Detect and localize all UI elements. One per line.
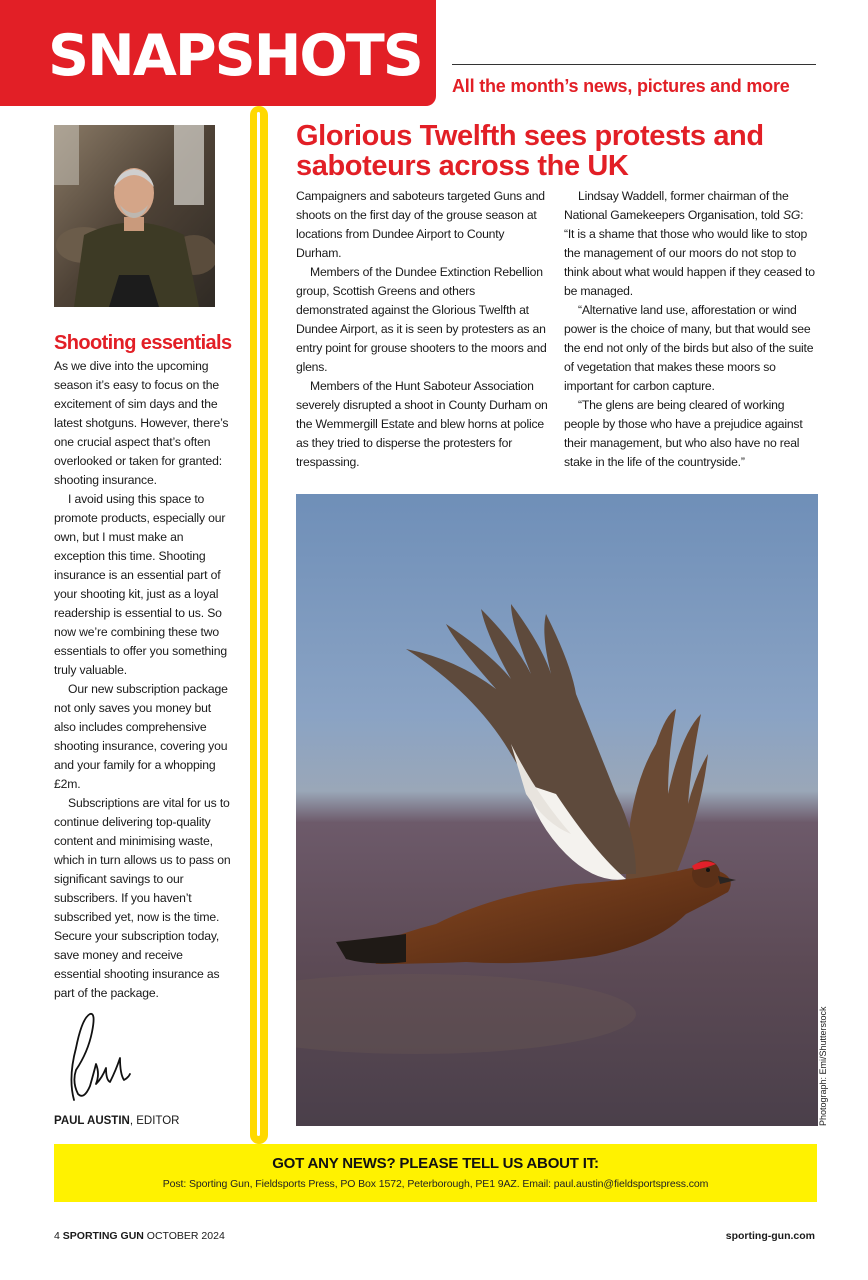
editor-photo <box>54 125 215 307</box>
editor-signature <box>62 1008 142 1108</box>
magazine-name: SPORTING GUN <box>62 1230 144 1242</box>
quote-text: : “It is a shame that those who would like to stop the management of our moors do not stop to think about what would happen if they ceased to be managed. <box>564 208 815 298</box>
website-url: sporting-gun.com <box>725 1230 815 1242</box>
news-banner-title: GOT ANY NEWS? PLEASE TELL US ABOUT IT: <box>272 1155 599 1172</box>
article-column-2 <box>564 187 816 472</box>
paragraph <box>564 187 816 301</box>
paragraph: I avoid using this space to promote products, especially our own, but I must make an exception this time. Shooting insurance is an essential part of your shooting kit, just as a loyal readership is essential to us. So now we’re combining these two essentials to offer you something truly valuable. <box>54 492 228 677</box>
news-banner-contact: Post: Sporting Gun, Fieldsports Press, PO Box 1572, Peterborough, PE1 9AZ. Email: paul.austin@fieldsportspress.com <box>162 1178 709 1190</box>
paragraph: Our new subscription package not only saves you money but also includes comprehensive shooting insurance, covering you and your family for a whopping £2m. <box>54 682 228 791</box>
sidebar-heading: Shooting essentials <box>54 332 232 354</box>
section-tagline: All the month’s news, pictures and more <box>452 76 790 96</box>
news-banner <box>54 1144 817 1202</box>
page-number: 4 <box>54 1230 60 1242</box>
issue-date: OCTOBER 2024 <box>146 1230 225 1242</box>
paragraph: Campaigners and saboteurs targeted Guns and shoots on the first day of the grouse season at locations from Dundee Airport to County Durham. <box>296 189 545 260</box>
paragraph: “The glens are being cleared of working people by those who have a prejudice against their management, but who also have no real stake in the life of the countryside.” <box>564 398 803 469</box>
paragraph: Subscriptions are vital for us to continue delivering top-quality content and minimising waste, which in turn allows us to pass on significant savings to our subscribers. If you haven’t subscribed yet, now is the time. Secure your subscription today, save money and receive essential shooting insurance as part of the package. <box>54 796 231 1000</box>
photo-credit: Photograph: Emi/Shutterstock <box>818 1006 828 1126</box>
section-title: SNAPSHOTS <box>48 23 422 89</box>
quote-intro: Lindsay Waddell, former chairman of the National Gamekeepers Organisation, told <box>564 189 789 222</box>
editor-role: , EDITOR <box>129 1115 180 1127</box>
article-headline: Glorious Twelfth sees protests and saboteurs across the UK <box>296 120 764 182</box>
grouse-photo <box>296 494 818 1126</box>
paragraph: “Alternative land use, afforestation or wind power is the choice of many, but that would see the end not only of the birds but also of the suite of vegetation that makes these moors so important for carbon capture. <box>564 303 814 393</box>
editor-credit <box>54 1115 179 1127</box>
editor-column-text <box>54 357 232 1003</box>
paragraph: Members of the Dundee Extinction Rebellion group, Scottish Greens and others demonstrated against the Glorious Twelfth at Dundee Airport, as it is seen by protesters as an entry point for grouse shooters to the moors and glens. <box>296 265 547 374</box>
publication-abbrev: SG <box>782 208 801 222</box>
paragraph: Members of the Hunt Saboteur Association severely disrupted a shoot in County Durham on the Wemmergill Estate and blew horns at police as they tried to disperse the protesters for trespassing. <box>296 379 548 469</box>
paragraph: As we dive into the upcoming season it’s easy to focus on the excitement of sim days and the latest shotguns. However, there’s one crucial aspect that’s often overlooked or taken for granted: shooting insurance. <box>54 359 229 487</box>
editor-name: PAUL AUSTIN <box>54 1115 130 1127</box>
column-divider-highlight <box>257 112 260 1136</box>
page-footer-left <box>54 1230 225 1242</box>
header-divider <box>452 64 816 65</box>
article-column-1 <box>296 187 548 472</box>
